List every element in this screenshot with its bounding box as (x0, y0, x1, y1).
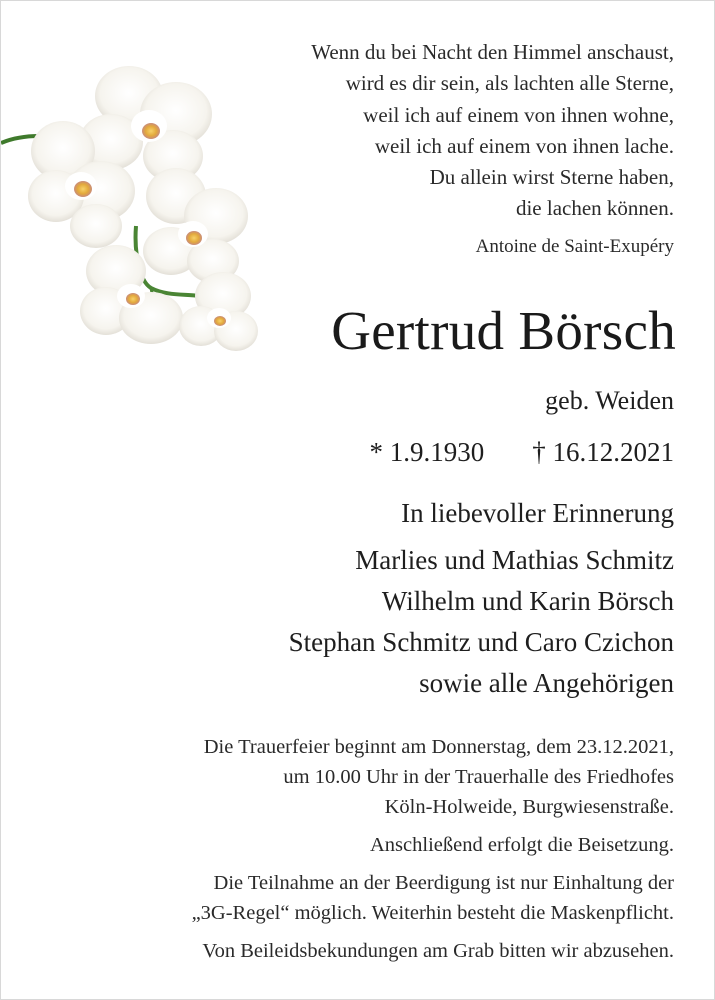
burial-note: Anschließend erfolgt die Beisetzung. (370, 834, 674, 856)
birth-date: * 1.9.1930 (369, 437, 485, 467)
life-dates (370, 437, 675, 468)
poem-line: die lachen können. (515, 196, 674, 221)
mourners (154, 493, 674, 704)
poem-line: wird es dir sein, als lachten alle Sterne, (345, 71, 674, 96)
funeral-details (34, 732, 674, 966)
poem-line: Wenn du bei Nacht den Himmel anschaust, (311, 40, 674, 64)
rules-line: Die Teilnahme an der Beerdigung ist nur Einhaltung der (213, 872, 674, 894)
poem-line: weil ich auf einem von ihnen wohne, (363, 102, 674, 127)
condolences-note: Von Beileidsbekundungen am Grab bitten wir abzusehen. (202, 940, 674, 962)
mourner-line: Wilhelm und Karin Börsch (381, 586, 674, 616)
poem-line: weil ich auf einem von ihnen lache. (374, 133, 674, 158)
rules-line: „3G-Regel“ möglich. Weiterhin besteht die Maskenpflicht. (191, 902, 674, 924)
poem-line: Du allein wirst Sterne haben, (429, 165, 674, 190)
ceremony-line: Köln-Holweide, Burgwiesenstraße. (384, 796, 674, 818)
remembrance-intro: In liebevoller Erinnerung (401, 498, 674, 528)
mourner-line: sowie alle Angehörigen (419, 668, 674, 698)
poem (204, 37, 674, 225)
poem-author: Antoine de Saint-Exupéry (475, 236, 674, 257)
mourner-line: Stephan Schmitz und Caro Czichon (288, 627, 674, 657)
mourner-line: Marlies und Mathias Schmitz (355, 545, 674, 575)
deceased-name: Gertrud Börsch (331, 300, 676, 361)
ceremony-line: Die Trauerfeier beginnt am Donnerstag, dem 23.12.2021, (203, 736, 674, 758)
ceremony-line: um 10.00 Uhr in der Trauerhalle des Friedhofes (283, 766, 674, 788)
death-date: † 16.12.2021 (532, 437, 674, 467)
maiden-name: geb. Weiden (545, 386, 674, 415)
